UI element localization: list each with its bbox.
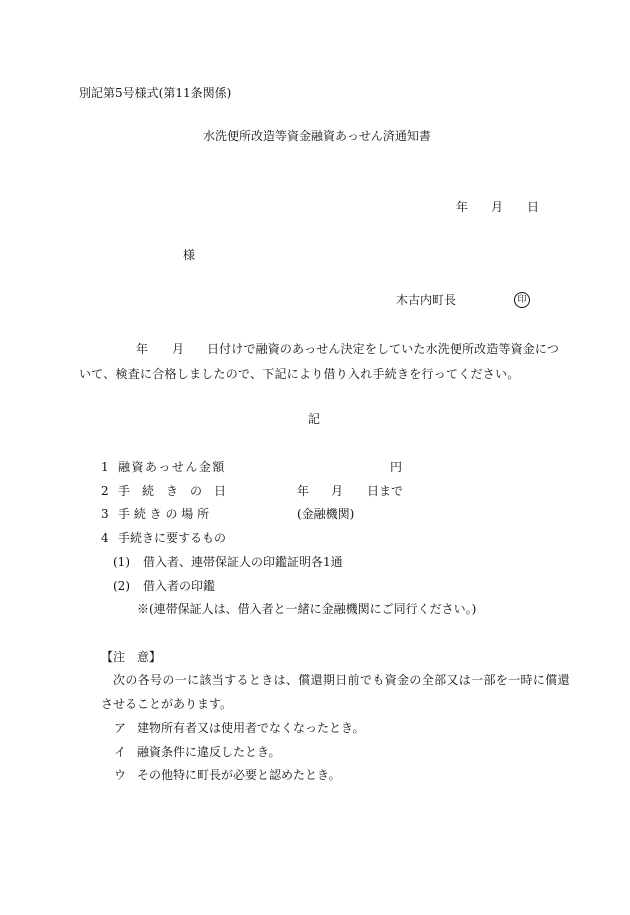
body-line-2: いて、検査に合格しましたので、下記により借り入れ手続きを行ってください。 — [79, 367, 520, 381]
date-month-label: 月 — [491, 200, 504, 214]
item-label: 手 続 き の 日 — [118, 484, 227, 498]
body-month-label: 月 — [172, 342, 185, 356]
item-label: 手続きに要するもの — [118, 531, 227, 545]
item-label: 手 続 き の 場 所 — [118, 507, 210, 521]
sub-item-number: (2) — [113, 579, 130, 593]
guarantor-note: ※(連帯保証人は、借入者と一緒に金融機関にご同行ください。) — [137, 602, 477, 616]
deadline-year-label: 年 — [297, 484, 310, 498]
notes-heading: 【注 意】 — [101, 650, 162, 664]
item-number: 2 — [101, 484, 109, 498]
body-line-1: 日付けで融資のあっせん決定をしていた水洗便所改造等資金につ — [207, 342, 559, 356]
issuer-name: 木古内町長 — [396, 293, 457, 307]
item-number: 3 — [101, 507, 109, 521]
sub-item-text: 借入者、連帯保証人の印鑑証明各1通 — [143, 555, 343, 569]
document-title: 水洗便所改造等資金融資あっせん済通知書 — [203, 129, 431, 143]
notes-line-2: させることがあります。 — [101, 697, 233, 711]
note-mark: イ — [114, 745, 127, 759]
sub-item-text: 借入者の印鑑 — [143, 579, 216, 593]
addressee-suffix: 様 — [183, 248, 196, 262]
deadline-month-label: 月 — [331, 484, 344, 498]
item-number: 1 — [101, 460, 109, 474]
bank-label: (金融機関) — [297, 507, 355, 521]
note-text: 建物所有者又は使用者でなくなったとき。 — [137, 721, 365, 735]
notes-line-1: 次の各号の一に該当するときは、償還期日前でも資金の全部又は一部を一時に償還 — [113, 673, 570, 687]
note-mark: ア — [114, 721, 127, 735]
note-text: 融資条件に違反したとき。 — [137, 745, 281, 759]
ki-heading: 記 — [308, 412, 321, 426]
note-text: その他特に町長が必要と認めたとき。 — [137, 768, 341, 782]
body-year-label: 年 — [136, 342, 149, 356]
yen-label: 円 — [390, 460, 403, 474]
item-number: 4 — [101, 531, 109, 545]
date-day-label: 日 — [527, 200, 540, 214]
date-year-label: 年 — [456, 200, 469, 214]
deadline-day-label: 日まで — [367, 484, 404, 498]
seal-mark: 印 — [514, 292, 530, 308]
note-mark: ウ — [114, 768, 127, 782]
sub-item-number: (1) — [113, 555, 130, 569]
item-label: 融資あっせん金額 — [118, 460, 226, 474]
form-number: 別記第5号様式(第11条関係) — [79, 86, 232, 100]
